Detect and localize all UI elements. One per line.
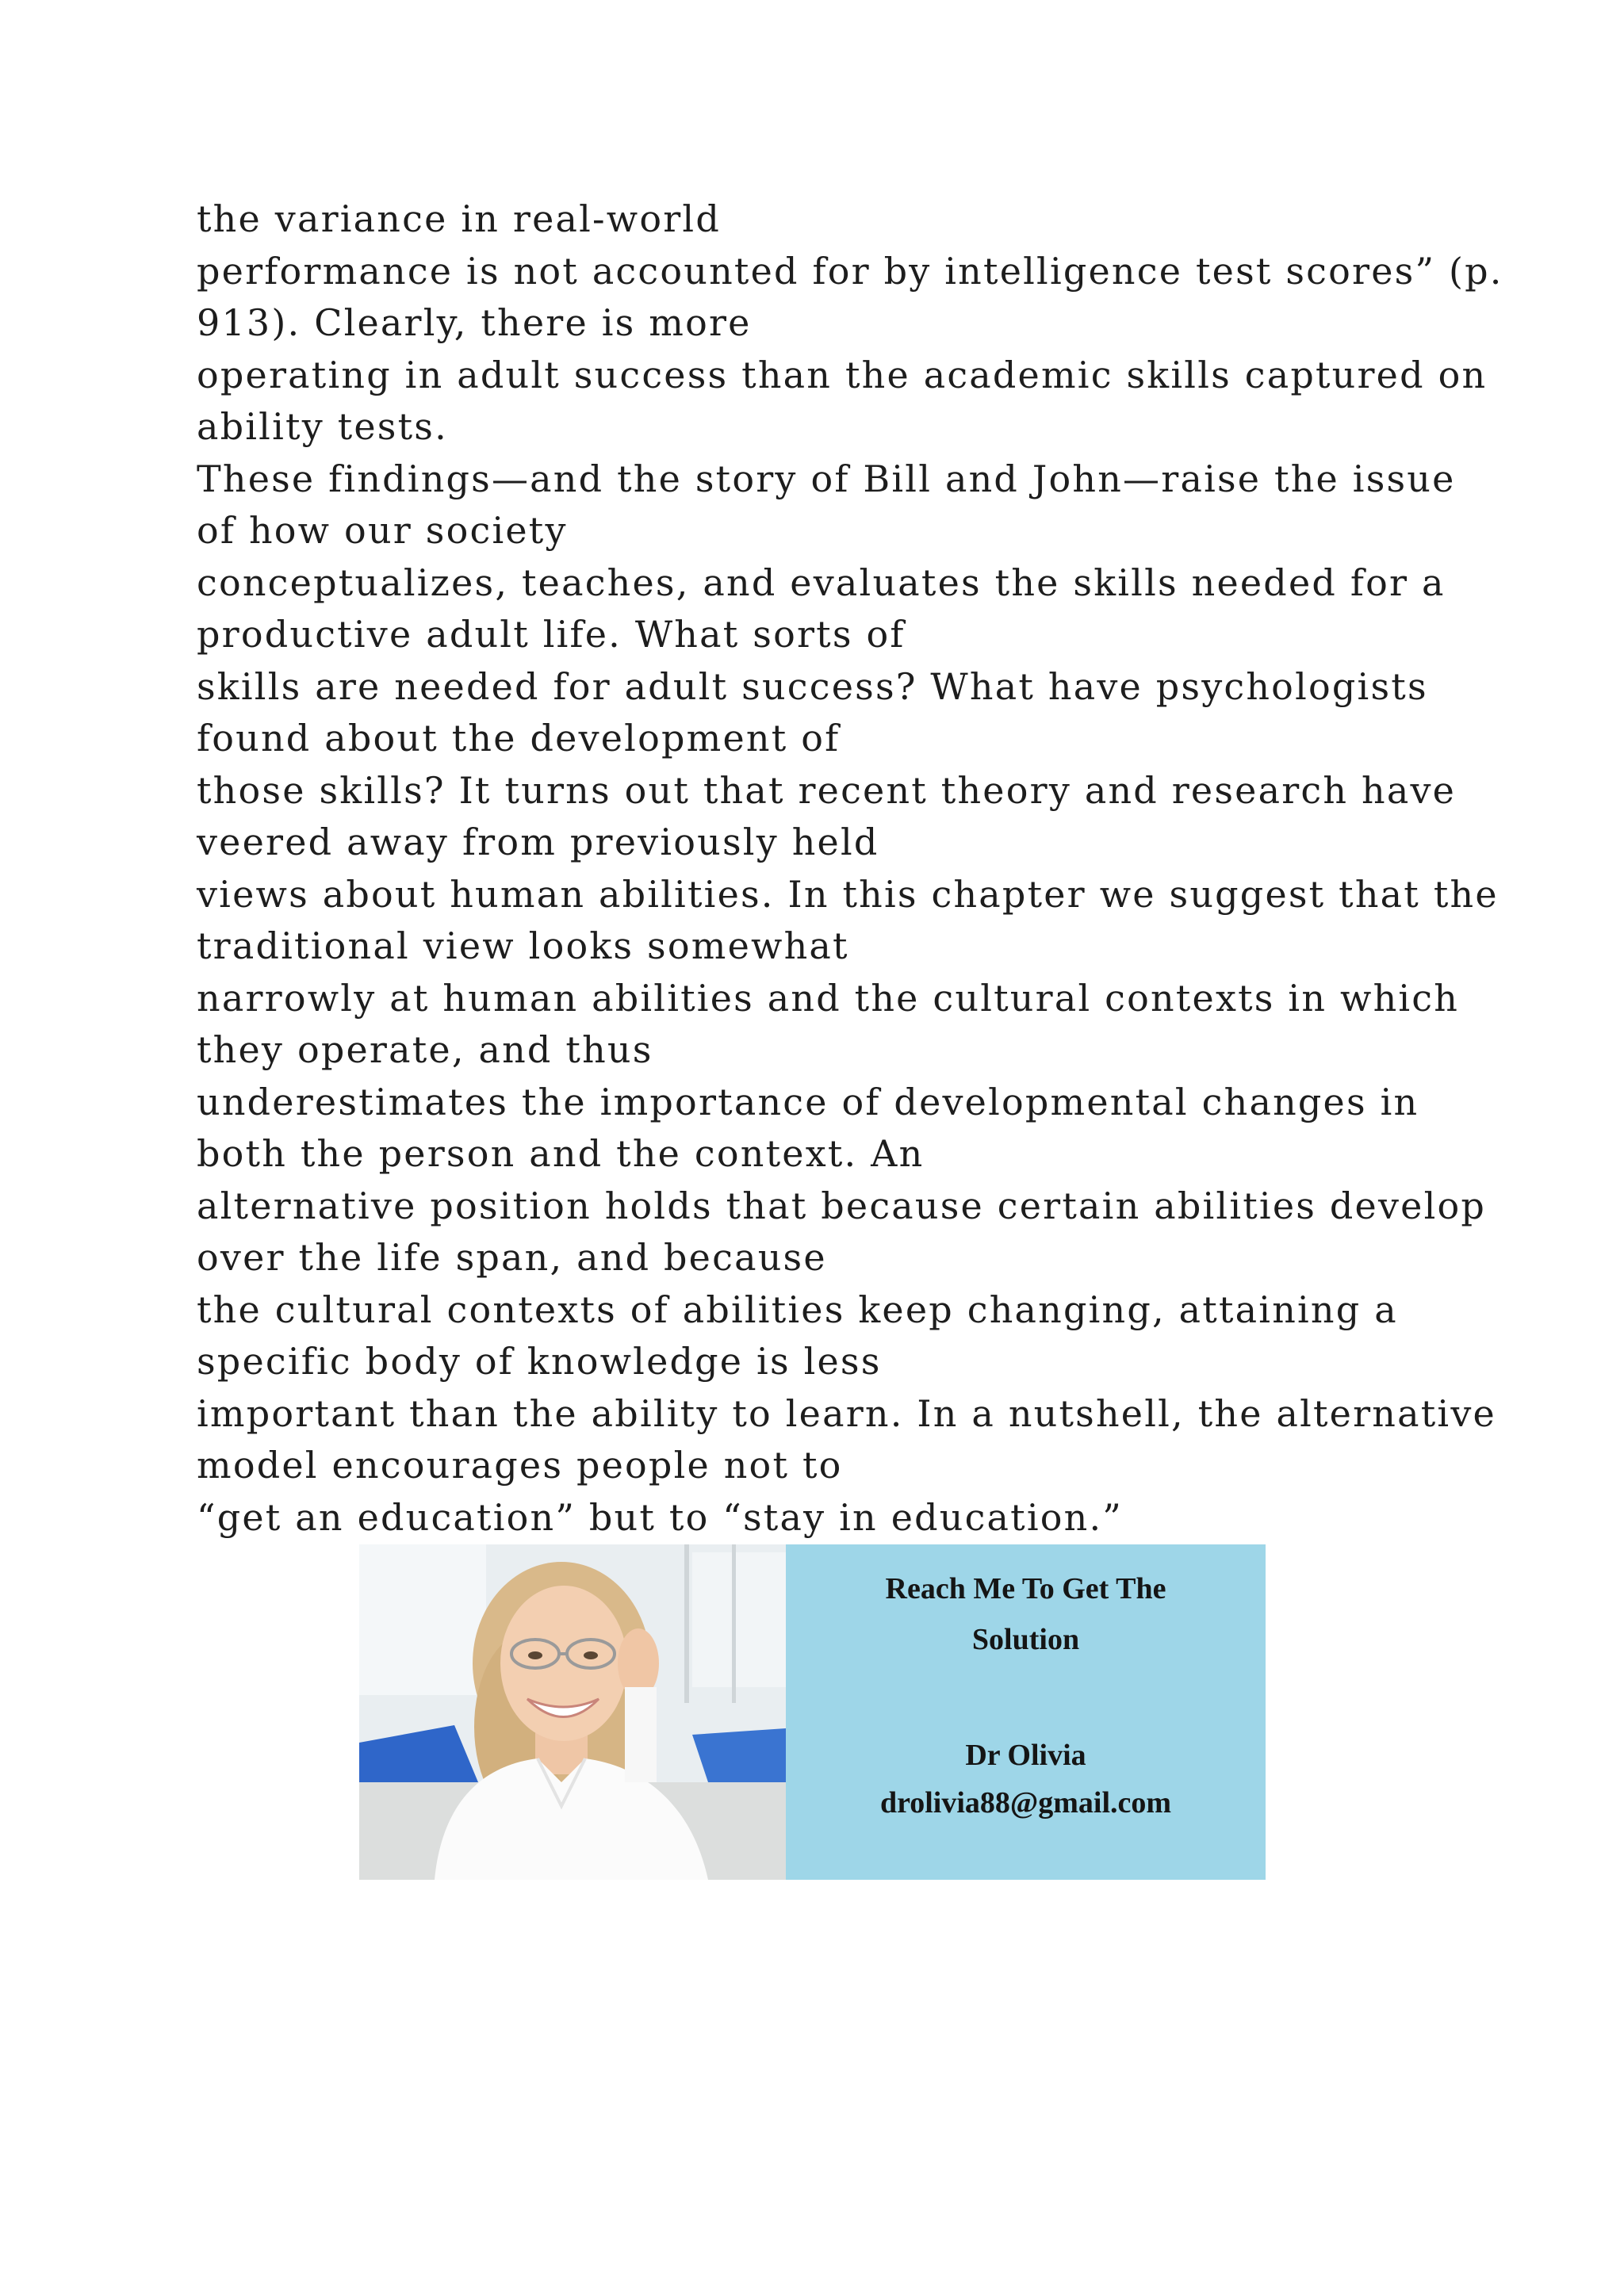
banner-title-line-1: Reach Me To Get The	[885, 1572, 1166, 1605]
text-line: views about human abilities. In this chapter we suggest that the	[197, 872, 1499, 916]
text-line: underestimates the importance of developmental changes in	[197, 1080, 1419, 1123]
text-line: ability tests.	[197, 405, 448, 448]
text-line: 913). Clearly, there is more	[197, 301, 752, 344]
text-line: of how our society	[197, 509, 568, 552]
text-line: the cultural contexts of abilities keep changing, attaining a	[197, 1288, 1398, 1331]
woman-photo	[359, 1544, 786, 1880]
text-line: model encourages people not to	[197, 1444, 843, 1487]
text-line: operating in adult success than the academic skills captured on	[197, 353, 1488, 396]
text-line: skills are needed for adult success? What have psychologists	[197, 664, 1428, 708]
text-line: alternative position holds that because certain abilities develop	[197, 1184, 1487, 1227]
text-line: the variance in real-world	[197, 197, 721, 240]
contact-panel	[786, 1544, 1266, 1880]
text-line: These findings—and the story of Bill and John—raise the issue	[197, 457, 1456, 500]
text-line: over the life span, and because	[197, 1236, 827, 1279]
text-line: “get an education” but to “stay in education.”	[197, 1495, 1124, 1539]
contact-name: Dr Olivia	[965, 1739, 1086, 1772]
banner-title-line-2: Solution	[971, 1623, 1080, 1656]
portrait-illustration	[359, 1544, 786, 1880]
text-line: performance is not accounted for by intelligence test scores” (p.	[197, 249, 1503, 293]
text-line: both the person and the context. An	[197, 1132, 925, 1175]
text-line: narrowly at human abilities and the cultural contexts in which	[197, 976, 1460, 1020]
contact-banner	[359, 1544, 1266, 1880]
text-line: those skills? It turns out that recent theory and research have	[197, 768, 1457, 812]
text-line: specific body of knowledge is less	[197, 1340, 882, 1383]
body-text	[197, 193, 1503, 1544]
text-line: traditional view looks somewhat	[197, 924, 849, 967]
contact-email: drolivia88@gmail.com	[879, 1786, 1172, 1820]
text-line: conceptualizes, teaches, and evaluates the skills needed for a	[197, 561, 1446, 604]
text-line: productive adult life. What sorts of	[197, 613, 906, 656]
text-line: veered away from previously held	[197, 821, 879, 863]
text-line: found about the development of	[197, 717, 841, 760]
text-line: they operate, and thus	[197, 1028, 653, 1071]
text-line: important than the ability to learn. In a nutshell, the alternative	[197, 1391, 1496, 1435]
